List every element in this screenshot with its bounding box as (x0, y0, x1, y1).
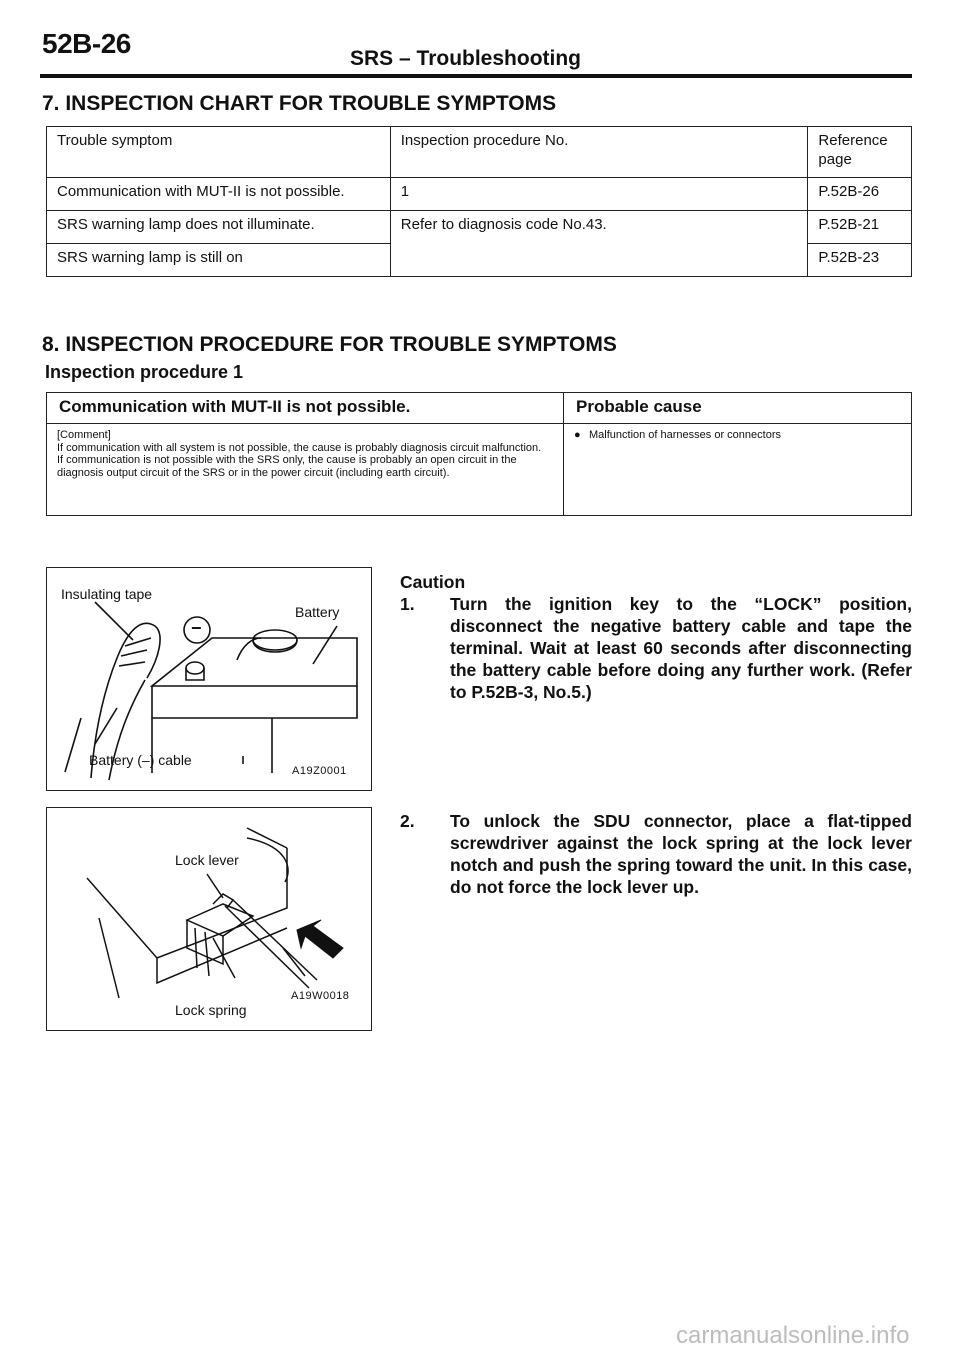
table-header-row (47, 127, 912, 178)
column-header: Trouble symptom (47, 127, 391, 178)
probable-cause-cell (564, 424, 912, 516)
step-number: 1. (400, 594, 415, 614)
table-row (47, 211, 912, 244)
procedure-table (46, 392, 912, 516)
header-rule (40, 74, 912, 78)
figure-code: A19Z0001 (292, 765, 347, 777)
instruction-step (400, 810, 912, 898)
section-7-heading: 7. INSPECTION CHART FOR TROUBLE SYMPTOMS (42, 92, 557, 115)
column-header: Inspection procedure No. (390, 127, 808, 178)
section-8-heading: 8. INSPECTION PROCEDURE FOR TROUBLE SYMPTOMS (42, 333, 617, 356)
step-number: 2. (400, 811, 415, 831)
insulating-tape-label: Insulating tape (61, 586, 153, 602)
minus-symbol: − (191, 618, 202, 638)
comment-text: If communication is not possible with the SRS only, the cause is probably an open circuit in the diagnosis output circuit of the SRS or in the power circuit (including earth circuit). (57, 454, 517, 479)
table-cell: Refer to diagnosis code No.43. (390, 211, 808, 277)
step-text: To unlock the SDU connector, place a flat-tipped screwdriver against the lock spring at the lock lever notch and push the spring toward the unit. In this case, do not force the lock lever up. (450, 811, 912, 897)
table-cell: P.52B-23 (808, 244, 912, 277)
sdu-connector-figure (46, 807, 372, 1031)
instruction-step (400, 593, 912, 703)
caution-heading: Caution (400, 572, 466, 592)
comment-cell (47, 424, 564, 516)
probable-cause-item: Malfunction of harnesses or connectors (589, 429, 781, 441)
running-title: SRS – Troubleshooting (350, 47, 582, 70)
table-row (47, 178, 912, 211)
battery-label: Battery (295, 604, 340, 620)
table-cell: Communication with MUT-II is not possible. (47, 178, 391, 211)
table-cell: P.52B-26 (808, 178, 912, 211)
table-cell: 1 (390, 178, 808, 211)
procedure-title: Communication with MUT-II is not possible. (47, 393, 564, 424)
procedure-body-row (47, 424, 912, 516)
probable-cause-header: Probable cause (564, 393, 912, 424)
battery-cable-label: Battery (–) cable (89, 752, 192, 768)
inspection-chart-table (46, 126, 912, 277)
procedure-header-row (47, 393, 912, 424)
table-cell: SRS warning lamp does not illuminate. (47, 211, 391, 244)
page-number: 52B-26 (42, 28, 131, 59)
lock-spring-label: Lock spring (175, 1002, 247, 1018)
procedure-subheading: Inspection procedure 1 (45, 362, 244, 382)
comment-label: [Comment] (57, 429, 111, 441)
figure-code: A19W0018 (291, 990, 350, 1002)
comment-text: If communication with all system is not possible, the cause is probably diagnosis circuit malfunction. (57, 441, 542, 454)
lock-lever-label: Lock lever (175, 852, 239, 868)
table-cell: SRS warning lamp is still on (47, 244, 391, 277)
table-cell: P.52B-21 (808, 211, 912, 244)
column-header: Reference page (808, 127, 912, 178)
battery-figure (46, 567, 372, 791)
bullet-icon: ● (574, 429, 581, 441)
step-text: Turn the ignition key to the “LOCK” position, disconnect the negative battery cable and tape the terminal. Wait at least 60 seconds after disconnecting the battery cable before doing any further work. (Refer to P.52B-3, No.5.) (450, 594, 912, 702)
watermark: carmanualsonline.info (676, 1322, 910, 1349)
